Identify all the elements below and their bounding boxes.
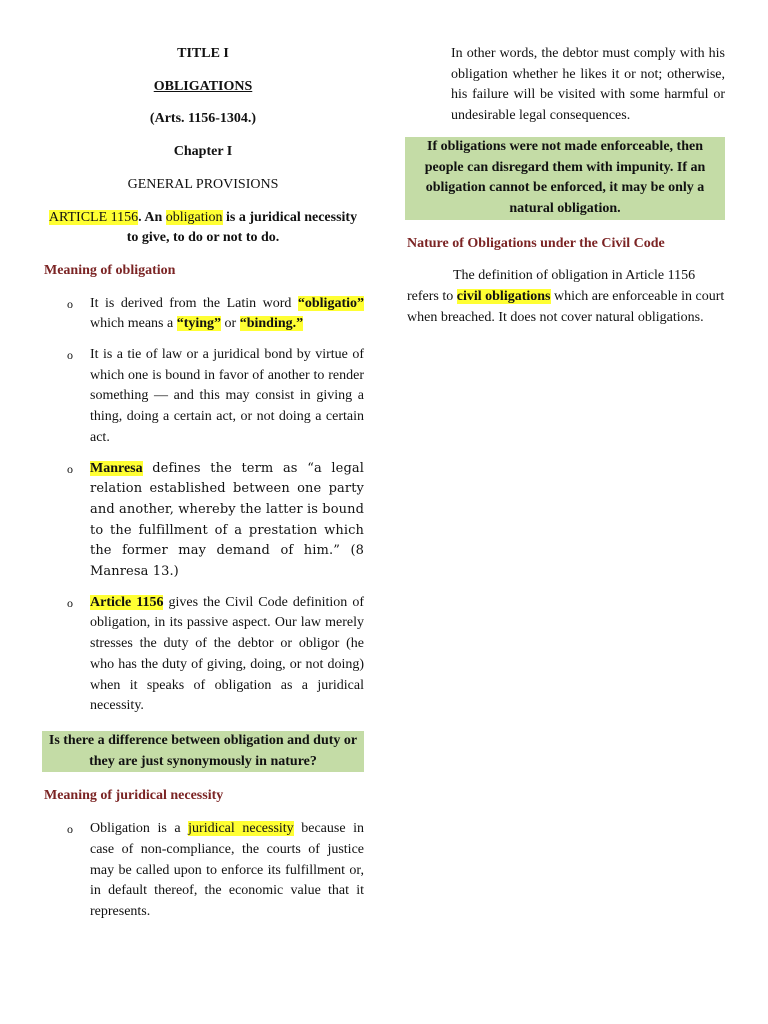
juridical-necessity-heading: Meaning of juridical necessity [44,788,224,804]
bullet2-text: It is a tie of law or a juridical bond by virtue of which one is bound in favor of another to render something — and this may consist in giving a thing, doing a certain act, or not doing a certain act. [90,347,364,445]
nature-of-obligations-heading: Nature of Obligations under the Civil Code [407,235,665,251]
bullet1-part2: which means a [90,316,177,332]
title-heading: TITLE I [177,46,229,61]
question-callout: Is there a difference between obligation and duty or they are just synonymously in nature? [42,731,364,772]
article-text-b: is a juridical necessity to give, to do or not to do. [126,209,358,246]
bullet1-part3: or [221,316,240,332]
article-1156-text [42,208,364,249]
bullet-marker: o [67,822,73,837]
left-column [42,44,364,923]
juridical-bullet-list [42,819,364,923]
para2-part1: The definition of obligation in Article 1156 refers to [407,268,696,305]
article-label: ARTICLE 1156 [48,209,139,225]
list-item [42,345,364,449]
bullet5-part2: because in case of non-compliance, the courts of justice may be called upon to enforce its fulfillment or, in default thereof, the economic value that it represents. [90,821,364,919]
bullet1-part1: It is derived from the Latin word [90,295,298,311]
chapter-heading: Chapter I [173,144,233,160]
bullet1-word2: “tying” [176,316,222,332]
enforceability-callout: If obligations were not made enforceable, then people can disregard them with impunity. If an obligation cannot be enforced, it may be only a natural obligation. [405,137,725,220]
bullet3-text: defines the term as “a legal relation established between one party and another, whereby the latter is bound to the fulfillment of a prestation which the former may demand of him.” (8 Manresa 13.) [90,460,364,580]
right-column [405,44,725,328]
list-item [42,593,364,717]
article-text-a: . An [138,209,166,225]
bullet3-name: Manresa [90,460,143,476]
subject-heading: OBLIGATIONS [153,78,253,94]
meaning-of-obligation-heading: Meaning of obligation [44,262,176,278]
bullet1-word3: “binding.” [239,316,304,332]
chapter-title: GENERAL PROVISIONS [127,176,279,192]
bullet-marker: o [67,595,73,610]
bullet4-ref: Article 1156 [90,594,164,610]
civil-obligations-paragraph [407,266,725,328]
bullet-marker: o [67,296,73,311]
list-item [42,819,364,923]
article-keyword: obligation [165,209,223,225]
para2-keyword: civil obligations [456,289,551,305]
consequences-paragraph: In other words, the debtor must comply with his obligation whether he likes it or not; otherwise, his failure will be visited with some harmful or undesirable legal consequences. [451,46,725,124]
bullet5-part1: Obligation is a [90,821,189,837]
articles-range: (Arts. 1156-1304.) [149,111,257,127]
bullet-marker: o [67,348,73,363]
bullet5-keyword: juridical necessity [188,821,294,837]
meaning-bullet-list [42,294,364,717]
para2-part2: which are enforceable in court when breached. It does not cover natural obligations. [407,289,725,325]
bullet-marker: o [67,461,73,476]
bullet1-word1: “obligatio” [297,295,364,311]
list-item [42,294,364,335]
list-item [42,459,364,583]
bullet4-text: gives the Civil Code definition of obligation, in its passive aspect. Our law merely stresses the duty of the debtor or obligor (he who has the duty of giving, doing, or not doing) when it speaks of obligation as a juridical necessity. [90,594,365,714]
